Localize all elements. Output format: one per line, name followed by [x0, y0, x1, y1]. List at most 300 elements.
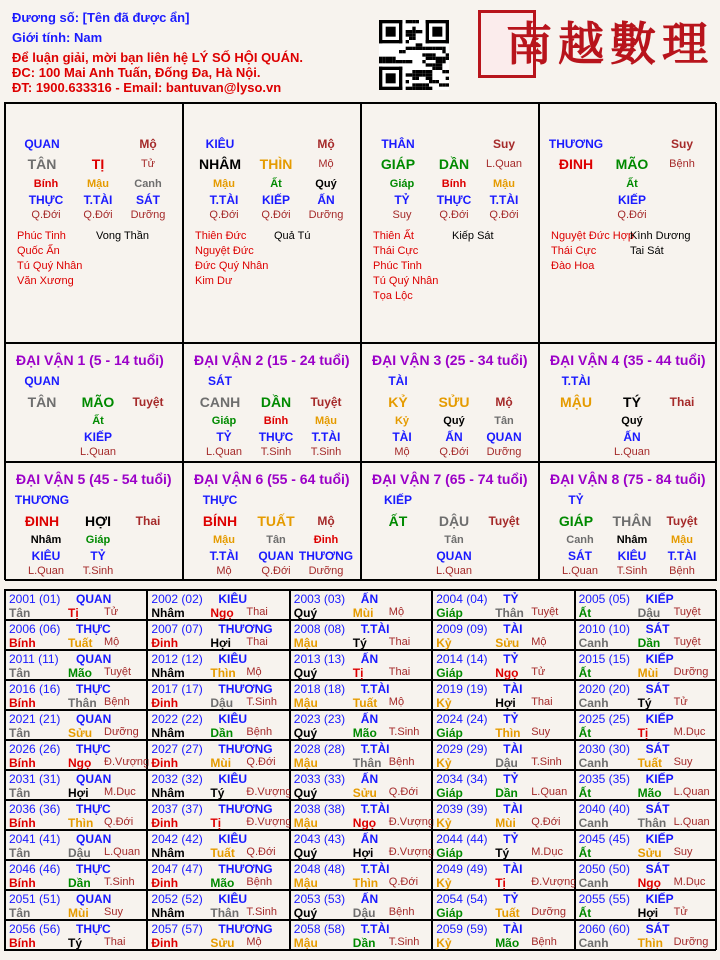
dai-van-thapthan: QUAN [24, 374, 60, 388]
year-cell [147, 620, 289, 650]
year-cell [147, 740, 289, 770]
year-thapthan: SÁT [645, 802, 670, 816]
dai-van-status: Mộ [317, 514, 335, 528]
dai-van-hidden-thapthan: QUAN [436, 549, 472, 563]
year-thapthan: TÀI [503, 862, 523, 876]
year-can: Giáp [436, 906, 463, 920]
year-can: Mậu [293, 876, 318, 890]
year-label: 2043 (43) [293, 832, 346, 846]
year-label: 2058 (58) [293, 922, 346, 936]
dai-van-title: ĐẠI VẬN 4 (35 - 44 tuổi) [550, 352, 706, 368]
year-chi: Dần [637, 636, 661, 650]
year-can: Đinh [151, 936, 179, 950]
year-status: Thai [104, 936, 126, 948]
year-cell [575, 590, 717, 620]
year-label: 2039 (39) [436, 802, 488, 816]
year-chi: Hợi [495, 696, 516, 710]
year-status: Tử [531, 666, 546, 678]
dai-van-hidden-can: Mậu [213, 534, 235, 546]
palace-4 [539, 103, 717, 343]
year-can: Canh [578, 876, 609, 890]
dai-van-thapthan: TÀI [388, 374, 408, 388]
year-label: 2038 (38) [293, 802, 346, 816]
year-chi: Ngọ [495, 666, 519, 680]
year-label: 2017 (17) [151, 682, 203, 696]
year-can: Quý [293, 666, 318, 680]
year-chi: Hợi [352, 846, 374, 860]
year-cell [290, 860, 432, 890]
year-cell [432, 620, 574, 650]
year-chi: Sửu [495, 636, 520, 650]
dai-van-hidden-status: T.Sinh [310, 446, 342, 458]
year-can: Tân [9, 666, 31, 680]
dai-van-can: BÍNH [202, 513, 238, 529]
star-good: Văn Xương [17, 275, 74, 287]
dai-van-hidden-status: Bệnh [669, 565, 695, 577]
year-can: Giáp [436, 786, 463, 800]
year-label: 2028 (28) [293, 742, 346, 756]
year-chi: Sửu [637, 846, 662, 860]
dai-van-hidden-thapthan: T.TÀI [209, 549, 239, 563]
year-label: 2016 (16) [9, 682, 61, 696]
year-label: 2056 (56) [9, 922, 61, 936]
year-label: 2022 (22) [151, 712, 203, 726]
year-thapthan: THỰC [76, 742, 111, 756]
hidden-thapthan: TỶ [394, 193, 410, 207]
hidden-can: Quý [315, 178, 337, 190]
year-can: Bính [9, 636, 36, 650]
year-status: T.Sinh [246, 906, 277, 918]
palace-thapthan: QUAN [24, 137, 60, 151]
year-cell [5, 710, 147, 740]
dai-van-hidden-status: Mộ [394, 446, 410, 458]
hidden-status: Q.Đới [31, 209, 61, 221]
year-label: 2019 (19) [436, 682, 488, 696]
palace-chi: TỊ [91, 156, 105, 172]
dai-van-status: Thai [669, 395, 695, 409]
phone-email[interactable]: ĐT: 1900.633316 - Email: bantuvan@lyso.vn [12, 80, 282, 95]
year-status: Q.Đới [246, 756, 276, 768]
dai-van-can: CANH [199, 394, 241, 410]
year-thapthan: KIÊU [218, 832, 248, 846]
hidden-can: Mậu [87, 178, 109, 190]
year-cell [575, 860, 717, 890]
year-chi: Thìn [352, 876, 379, 890]
year-cell [290, 620, 432, 650]
dai-van-hidden-status: T.Sinh [616, 565, 648, 577]
year-label: 2055 (55) [578, 892, 630, 906]
dai-van-hidden-can: Tân [494, 415, 514, 427]
year-status: Tuyệt [531, 606, 559, 618]
year-status: M.Dục [531, 846, 563, 858]
dai-van-hidden-can: Đinh [313, 534, 339, 546]
year-thapthan: TỶ [503, 892, 519, 906]
year-cell [5, 770, 147, 800]
year-cell [432, 770, 574, 800]
contact-note: Để luận giải, mời bạn liên hệ LÝ SỐ HỘI QUÁN. [12, 50, 303, 65]
qr-code-icon[interactable] [379, 20, 449, 90]
year-label: 2057 (57) [151, 922, 203, 936]
year-status: Thai [388, 666, 411, 678]
year-thapthan: TỶ [503, 592, 519, 606]
year-status: Q.Đới [104, 816, 134, 828]
star-good: Đức Quý Nhân [195, 260, 269, 272]
year-thapthan: ẤN [360, 892, 379, 906]
year-label: 2015 (15) [578, 652, 630, 666]
hidden-can: Mậu [213, 178, 235, 190]
year-thapthan: TỶ [503, 832, 519, 846]
dai-van-chi: SỬU [438, 394, 470, 410]
year-thapthan: KIÊU [218, 592, 248, 606]
year-cell [5, 620, 147, 650]
year-cell [5, 800, 147, 830]
year-thapthan: THƯƠNG [218, 922, 273, 936]
year-can: Kỷ [436, 756, 452, 770]
dai-van-hidden-status: L.Quan [435, 565, 473, 577]
year-thapthan: ẤN [360, 592, 379, 606]
year-thapthan: TÀI [503, 802, 523, 816]
year-can: Ất [578, 846, 592, 860]
year-chi: Tị [495, 876, 506, 890]
dai-van-hidden-can: Mậu [315, 415, 337, 427]
star-good: Phúc Tinh [17, 230, 66, 242]
year-can: Đinh [151, 696, 179, 710]
year-cell [575, 830, 717, 860]
hidden-status: Q.Đới [209, 209, 239, 221]
year-cell [432, 890, 574, 920]
year-cell [432, 710, 574, 740]
year-cell [575, 800, 717, 830]
year-cell [147, 890, 289, 920]
year-chi: Thân [210, 906, 240, 920]
year-chi: Dậu [637, 606, 661, 620]
year-can: Bính [9, 936, 36, 950]
year-cell [575, 920, 717, 950]
year-can: Tân [9, 606, 31, 620]
year-can: Giáp [436, 726, 463, 740]
year-label: 2009 (09) [436, 622, 488, 636]
dai-van-thapthan: SÁT [208, 374, 232, 388]
year-cell [147, 860, 289, 890]
year-status: Đ.Vượng [246, 816, 292, 828]
year-can: Nhâm [151, 726, 185, 740]
dai-van-3 [361, 343, 539, 462]
year-label: 2010 (10) [578, 622, 630, 636]
hidden-status: Q.Đới [261, 209, 291, 221]
year-cell [5, 860, 147, 890]
year-status: Tử [673, 906, 688, 918]
dai-van-can: TÂN [27, 394, 57, 410]
year-cell [432, 860, 577, 890]
year-status: M.Dục [104, 786, 136, 798]
year-label: 2024 (24) [436, 712, 488, 726]
year-status: Suy [104, 906, 123, 918]
year-label: 2004 (04) [436, 592, 488, 606]
year-thapthan: SÁT [645, 682, 670, 696]
year-status: Mộ [104, 636, 120, 648]
year-status: Dưỡng [104, 726, 139, 738]
dai-van-status: Tuyệt [488, 514, 520, 528]
year-thapthan: THƯƠNG [218, 802, 273, 816]
dai-van-title: ĐẠI VẬN 3 (25 - 34 tuổi) [372, 352, 528, 368]
year-label: 2007 (07) [151, 622, 203, 636]
year-status: T.Sinh [388, 936, 420, 948]
year-cell [147, 920, 289, 950]
palace-chi: DẦN [438, 156, 470, 172]
year-thapthan: THƯƠNG [218, 742, 273, 756]
palace-thapthan: KIÊU [205, 137, 235, 151]
hidden-status: Dưỡng [308, 209, 344, 221]
year-thapthan: T.TÀI [360, 742, 390, 756]
year-can: Canh [578, 636, 609, 650]
palace-status-2: L.Quan [485, 158, 523, 170]
year-status: Thai [388, 636, 411, 648]
dai-van-thapthan: KIẾP [383, 493, 412, 507]
year-status: Q.Đới [388, 786, 419, 798]
dai-van-hidden-status: T.Sinh [260, 446, 292, 458]
year-status: Mộ [388, 696, 405, 708]
year-cell [290, 830, 432, 860]
year-chi: Hợi [637, 906, 659, 920]
year-cell [575, 710, 717, 740]
hidden-can: Canh [134, 178, 162, 190]
year-thapthan: TÀI [503, 922, 523, 936]
year-chi: Mùi [495, 816, 516, 830]
year-chi: Dần [352, 936, 376, 950]
year-cell [147, 800, 292, 830]
year-thapthan: THỰC [76, 802, 111, 816]
dai-van-thapthan: T.TÀI [561, 374, 591, 388]
year-status: T.Sinh [388, 726, 420, 738]
hidden-thapthan: THỰC [28, 193, 64, 207]
year-can: Tân [9, 786, 31, 800]
year-status: Tử [673, 696, 688, 708]
hidden-status: Dưỡng [130, 209, 166, 221]
dai-van-status: Mộ [495, 395, 513, 409]
dai-van-thapthan: THỰC [202, 493, 238, 507]
dai-van-can: MẬU [560, 394, 592, 410]
dai-van-chi: THÂN [612, 513, 652, 529]
year-label: 2026 (26) [9, 742, 61, 756]
year-cell [575, 740, 717, 770]
year-can: Giáp [436, 606, 463, 620]
year-label: 2006 (06) [9, 622, 61, 636]
year-cell [432, 650, 574, 680]
year-can: Nhâm [151, 786, 185, 800]
year-status: Suy [673, 756, 693, 768]
dai-van-5 [5, 462, 183, 581]
dai-van-thapthan: THƯƠNG [14, 493, 70, 507]
year-chi: Ngọ [352, 816, 377, 830]
palace-can: ĐINH [558, 156, 594, 172]
year-can: Mậu [293, 816, 318, 830]
dai-van-hidden-thapthan: THỰC [258, 430, 294, 444]
year-label: 2046 (46) [9, 862, 61, 876]
hidden-can: Ất [270, 178, 282, 190]
year-cell [5, 830, 147, 860]
dai-van-can: ẤT [388, 513, 408, 529]
year-chi: Hợi [68, 786, 89, 800]
year-status: Dưỡng [673, 666, 709, 678]
year-label: 2036 (36) [9, 802, 61, 816]
year-can: Tân [9, 726, 31, 740]
year-cell [575, 770, 717, 800]
year-cell [290, 650, 432, 680]
year-can: Quý [293, 846, 318, 860]
year-chi: Dậu [210, 696, 234, 710]
dai-van-hidden-can: Bính [263, 415, 289, 427]
year-chi: Tị [352, 666, 364, 680]
year-chi: Thìn [637, 936, 663, 950]
year-status: Tuyệt [673, 606, 701, 618]
dai-van-hidden-thapthan: T.TÀI [667, 549, 697, 563]
dai-van-hidden-status: L.Quan [613, 446, 651, 458]
year-cell [290, 920, 432, 950]
star-good: Phúc Tinh [373, 260, 422, 272]
year-chi: Tuất [637, 756, 663, 770]
year-cell [575, 890, 717, 920]
year-can: Tân [9, 906, 31, 920]
star-good: Tú Quý Nhân [373, 275, 439, 287]
dai-van-hidden-can: Nhâm [616, 534, 648, 546]
dai-van-title: ĐẠI VẬN 6 (55 - 64 tuổi) [194, 471, 350, 487]
year-chi: Ngọ [68, 756, 92, 770]
year-chi: Mão [210, 876, 235, 890]
year-thapthan: KIẾP [645, 892, 674, 906]
year-status: Mộ [531, 636, 547, 648]
year-cell [432, 680, 574, 710]
palace-2 [183, 103, 361, 343]
year-status: Thai [246, 606, 268, 618]
year-thapthan: QUAN [76, 772, 112, 786]
year-cell [5, 890, 147, 920]
year-chi: Tý [210, 786, 225, 800]
dai-van-hidden-status: Q.Đới [439, 446, 469, 458]
year-label: 2041 (41) [9, 832, 61, 846]
year-status: T.Sinh [104, 876, 135, 888]
year-label: 2027 (27) [151, 742, 203, 756]
dai-van-hidden-thapthan: TÀI [392, 430, 412, 444]
year-cell [290, 590, 432, 620]
star-good: Tú Quý Nhân [17, 260, 83, 272]
year-can: Đinh [151, 876, 179, 890]
year-thapthan: THỰC [76, 682, 111, 696]
hidden-status: Q.Đới [617, 209, 647, 221]
dai-van-hidden-thapthan: THƯƠNG [298, 549, 354, 563]
dai-van-status: Tuyệt [666, 514, 698, 528]
year-label: 2011 (11) [9, 652, 59, 666]
dai-van-can: KỶ [388, 394, 408, 410]
year-status: Mộ [246, 936, 262, 948]
year-thapthan: TỶ [503, 772, 519, 786]
year-status: Bệnh [531, 936, 557, 948]
year-cell [432, 920, 574, 950]
year-label: 2025 (25) [578, 712, 630, 726]
year-cell [5, 590, 147, 620]
year-chi: Tị [68, 606, 79, 620]
year-can: Canh [578, 696, 609, 710]
year-cell [147, 680, 289, 710]
year-chi: Mão [68, 666, 92, 680]
year-label: 2014 (14) [436, 652, 488, 666]
year-thapthan: KIÊU [218, 892, 248, 906]
year-chi: Thìn [495, 726, 521, 740]
year-status: Đ.Vượng [104, 756, 150, 768]
year-chi: Sửu [68, 726, 93, 740]
year-label: 2045 (45) [578, 832, 630, 846]
year-cell [147, 650, 289, 680]
year-cell [432, 800, 574, 830]
year-label: 2037 (37) [151, 802, 203, 816]
year-cell [5, 920, 147, 950]
hidden-can: Bính [441, 178, 467, 190]
year-thapthan: QUAN [76, 652, 112, 666]
year-can: Quý [293, 726, 318, 740]
year-chi: Thìn [68, 816, 94, 830]
year-chi: Tị [210, 816, 222, 830]
year-can: Giáp [436, 666, 463, 680]
year-label: 2040 (40) [578, 802, 630, 816]
dai-van-title: ĐẠI VẬN 8 (75 - 84 tuổi) [550, 471, 706, 487]
year-thapthan: T.TÀI [360, 802, 390, 816]
year-can: Nhâm [151, 666, 185, 680]
year-can: Đinh [151, 636, 179, 650]
year-thapthan: ẤN [360, 832, 379, 846]
year-thapthan: THỰC [76, 862, 111, 876]
year-can: Mậu [293, 636, 318, 650]
year-status: L.Quan [104, 846, 141, 858]
brand-logo [478, 10, 714, 80]
year-thapthan: TÀI [503, 682, 523, 696]
dai-van-status: Tuyệt [310, 395, 342, 409]
year-table [4, 589, 716, 951]
dai-van-chi: MÃO [81, 394, 115, 410]
dai-van-hidden-can: Tân [266, 534, 286, 546]
year-thapthan: KIÊU [218, 712, 248, 726]
year-chi: Hợi [210, 636, 231, 650]
hidden-thapthan: ẤN [317, 193, 335, 207]
year-can: Bính [9, 756, 36, 770]
hidden-thapthan: THỰC [436, 193, 472, 207]
year-cell [432, 740, 574, 770]
palace-thapthan: THÂN [381, 137, 415, 151]
hidden-thapthan: KIẾP [617, 193, 646, 207]
dai-van-status: Tuyệt [132, 395, 164, 409]
year-status: Bệnh [388, 906, 415, 918]
year-label: 2054 (54) [436, 892, 488, 906]
year-label: 2032 (32) [151, 772, 203, 786]
star-good: Thái Cực [551, 245, 597, 257]
year-thapthan: T.TÀI [360, 622, 390, 636]
year-can: Ất [578, 906, 592, 920]
palace-thapthan: THƯƠNG [548, 137, 604, 151]
year-cell [290, 740, 432, 770]
year-thapthan: TỶ [503, 712, 519, 726]
year-label: 2047 (47) [151, 862, 203, 876]
hidden-status: Q.Đới [439, 209, 469, 221]
year-thapthan: THỰC [76, 922, 111, 936]
year-can: Canh [578, 936, 609, 950]
year-thapthan: SÁT [645, 922, 670, 936]
dai-van-hidden-status: L.Quan [561, 565, 599, 577]
year-thapthan: KIÊU [218, 772, 248, 786]
dai-van-1 [5, 343, 183, 462]
star-bad: Kiếp Sát [452, 230, 494, 242]
year-chi: Mão [637, 786, 662, 800]
year-label: 2049 (49) [436, 862, 488, 876]
year-chi: Mùi [352, 606, 374, 620]
palace-chi: THÌN [259, 156, 293, 172]
